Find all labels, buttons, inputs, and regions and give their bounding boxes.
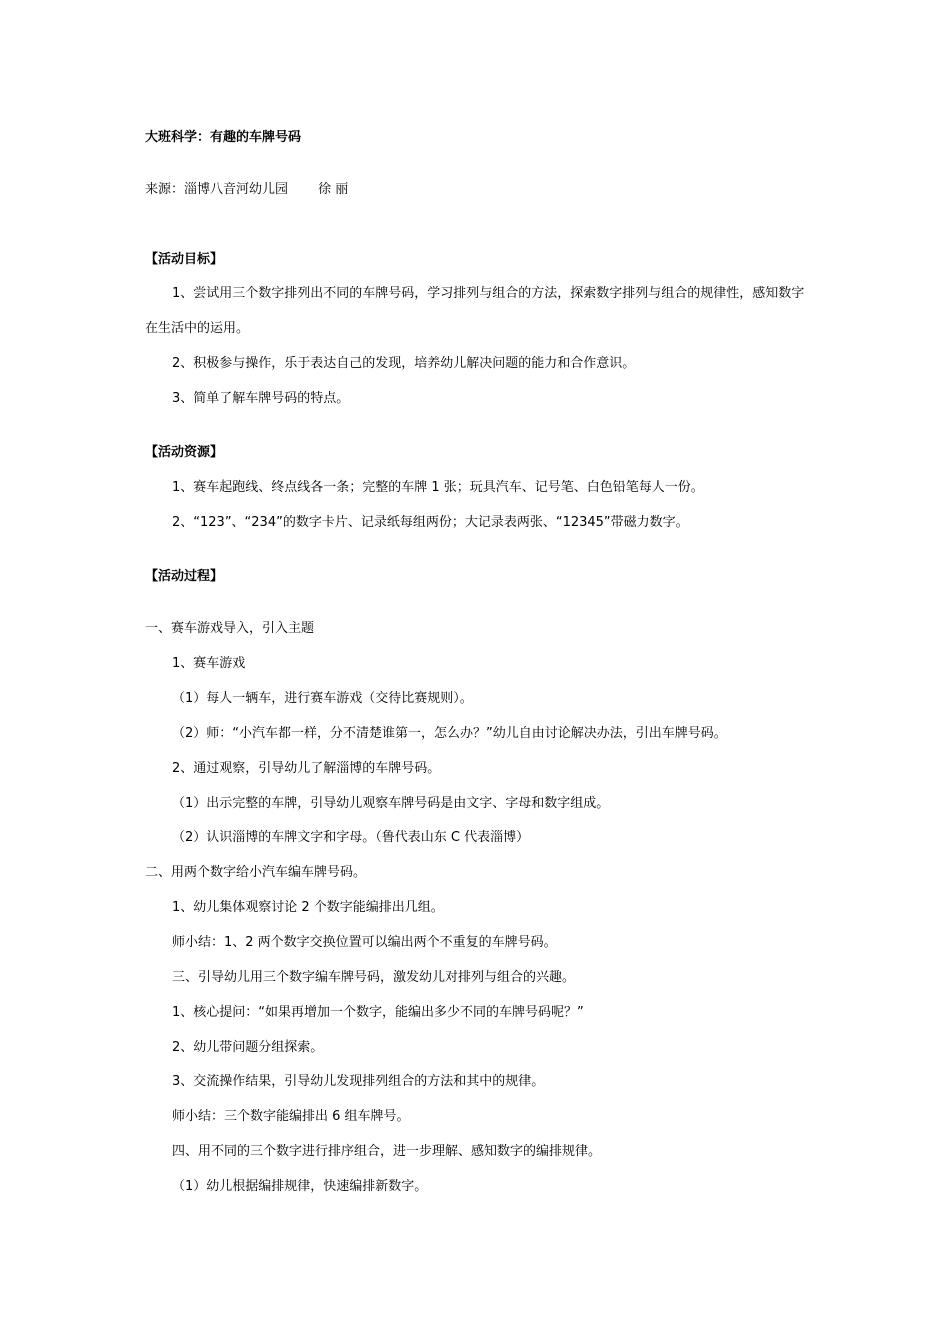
process-step: 三、引导幼儿用三个数字编车牌号码，激发幼儿对排列与组合的兴趣。 xyxy=(172,970,576,985)
process-step: （1）幼儿根据编排规律，快速编排新数字。 xyxy=(172,1179,428,1194)
goal-item-1: 1、尝试用三个数字排列出不同的车牌号码，学习排列与组合的方法，探索数字排列与组合的规律性，感知数字在生活中的运用。 xyxy=(145,286,805,336)
process-step: 师小结：1、2 两个数字交换位置可以编出两个不重复的车牌号码。 xyxy=(172,935,557,950)
process-step: （1）每人一辆车，进行赛车游戏（交待比赛规则）。 xyxy=(172,691,473,706)
process-step: 2、幼儿带问题分组探索。 xyxy=(172,1040,324,1055)
goals-heading: 【活动目标】 xyxy=(145,252,224,267)
process-step: 2、通过观察，引导幼儿了解淄博的车牌号码。 xyxy=(172,761,441,776)
process-step: （2）师：“小汽车都一样，分不清楚谁第一，怎么办？”幼儿自由讨论解决办法，引出车牌号码。 xyxy=(172,726,727,741)
source-line: 来源：淄博八音河幼儿园 徐 丽 xyxy=(145,182,349,197)
document-title: 大班科学：有趣的车牌号码 xyxy=(145,130,302,145)
resource-item-2: 2、“123”、“234”的数字卡片、记录纸每组两份；大记录表两张、“12345”带磁力数字。 xyxy=(172,515,689,530)
process-step: （2）认识淄博的车牌文字和字母。（鲁代表山东 C 代表淄博） xyxy=(172,830,530,845)
goal-item-3: 3、简单了解车牌号码的特点。 xyxy=(172,391,350,406)
goal-item-2: 2、积极参与操作，乐于表达自己的发现，培养幼儿解决问题的能力和合作意识。 xyxy=(172,356,636,371)
resources-heading: 【活动资源】 xyxy=(145,445,224,460)
process-step: 四、用不同的三个数字进行排序组合，进一步理解、感知数字的编排规律。 xyxy=(172,1144,602,1159)
process-step: 3、交流操作结果，引导幼儿发现排列组合的方法和其中的规律。 xyxy=(172,1074,545,1089)
process-heading: 【活动过程】 xyxy=(145,569,224,584)
process-step: 1、赛车游戏 xyxy=(172,656,246,671)
process-step: 一、赛车游戏导入，引入主题 xyxy=(145,621,315,636)
process-step: 1、核心提问：“如果再增加一个数字，能编出多少不同的车牌号码呢？” xyxy=(172,1005,584,1020)
process-step: 二、用两个数字给小汽车编车牌号码。 xyxy=(145,865,367,880)
resource-item-1: 1、赛车起跑线、终点线各一条；完整的车牌 1 张；玩具汽车、记号笔、白色铅笔每人一份。 xyxy=(172,480,704,495)
process-step: 师小结：三个数字能编排出 6 组车牌号。 xyxy=(172,1109,410,1124)
process-step: （1）出示完整的车牌，引导幼儿观察车牌号码是由文字、字母和数字组成。 xyxy=(172,796,610,811)
process-step: 1、幼儿集体观察讨论 2 个数字能编排出几组。 xyxy=(172,900,444,915)
